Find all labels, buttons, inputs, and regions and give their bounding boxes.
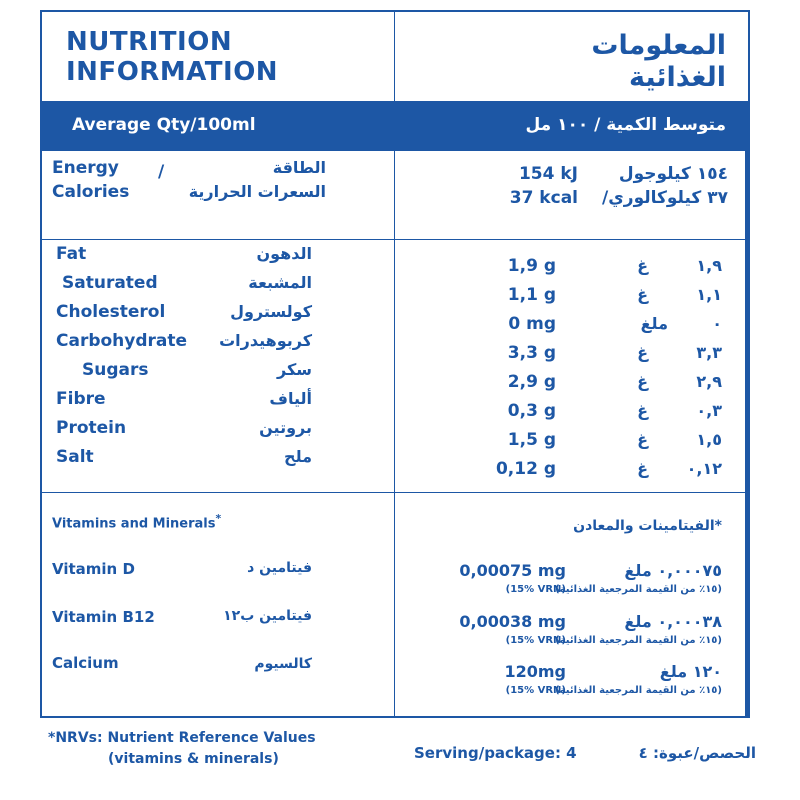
vitamin-vrn: (15% VRN) xyxy=(505,685,566,696)
nutrient-ar-value: ٠,٣ xyxy=(696,401,722,420)
nutrient-ar: ملح xyxy=(284,447,312,466)
energy-label-ar: الطاقة xyxy=(272,158,326,177)
nutrient-value: 2,9 g xyxy=(507,372,556,392)
nutrient-ar-unit: غ xyxy=(637,285,648,304)
energy-divider xyxy=(42,239,748,240)
nrv-footnote-line2: (vitamins & minerals) xyxy=(108,751,279,767)
nutrient-ar: بروتين xyxy=(259,418,312,437)
vitamins-heading-en xyxy=(52,512,221,531)
nutrient-ar: الدهون xyxy=(256,244,312,263)
nutrient-ar-value: ٠,١٢ xyxy=(686,459,722,478)
nutrient-ar-value: ٠ xyxy=(712,314,722,333)
nutrient-en: Fat xyxy=(56,244,87,264)
nutrient-value: 3,3 g xyxy=(507,343,556,363)
nutrient-ar-unit: ملغ xyxy=(640,314,668,333)
nutrient-ar-unit: غ xyxy=(637,256,648,275)
vitamins-heading-text: Vitamins and Minerals xyxy=(52,516,216,532)
nutrient-ar: كربوهيدرات xyxy=(219,331,312,350)
vitamin-value: 0,00038 mg xyxy=(459,612,566,631)
nutrient-ar-unit: غ xyxy=(637,372,648,391)
energy-kcal-ar: ٣٧ كيلوكالوري/ xyxy=(602,188,728,208)
vitamins-heading-star: * xyxy=(215,512,222,525)
nutrient-en: Carbohydrate xyxy=(56,331,188,351)
nutrient-value: 0,12 g xyxy=(495,459,556,479)
vitamins-heading-ar: *الفيتامينات والمعادن xyxy=(573,518,722,534)
nutrient-ar-value: ٢,٩ xyxy=(696,372,722,391)
serving-en: Serving/package: 4 xyxy=(414,744,577,762)
nutrient-ar: كولسترول xyxy=(230,302,312,321)
nutrient-ar: المشبعة xyxy=(248,273,312,292)
nutrient-en: Salt xyxy=(56,447,94,467)
vitamin-ar: كالسيوم xyxy=(254,656,312,672)
vitamin-ar-vrn: (١٥٪ من القيمة المرجعية الغذائية) xyxy=(555,635,722,646)
average-quantity-bar xyxy=(42,101,748,151)
vitamin-value: 0,00075 mg xyxy=(459,561,566,580)
energy-label-en: Energy xyxy=(52,158,119,178)
title-ar-line2: الغذائية xyxy=(628,62,726,93)
nutrient-divider xyxy=(42,492,748,493)
nutrient-ar-value: ١,١ xyxy=(696,285,722,304)
nutrient-ar: ألياف xyxy=(269,389,312,408)
nutrient-en: Saturated xyxy=(62,273,158,293)
vitamin-vrn: (15% VRN) xyxy=(505,635,566,646)
vitamin-en: Calcium xyxy=(52,654,119,672)
energy-kj-value: 154 kJ xyxy=(518,164,578,184)
title-en-line2: INFORMATION xyxy=(66,57,279,87)
avg-qty-ar: متوسط الكمية / ١٠٠ مل xyxy=(525,115,726,135)
serving-ar: الحصص/عبوة: ٤ xyxy=(638,744,756,762)
vitamin-ar-value: ٠,٠٠٠٣٨ ملغ xyxy=(624,612,722,631)
nutrient-ar: سكر xyxy=(277,360,312,379)
title-ar-line1: المعلومات xyxy=(591,30,726,61)
nutrient-en: Fibre xyxy=(56,389,106,409)
nutrient-value: 1,5 g xyxy=(507,430,556,450)
vitamin-en: Vitamin D xyxy=(52,560,135,578)
nutrient-ar-value: ٣,٣ xyxy=(696,343,722,362)
right-edge-stripe xyxy=(745,151,748,718)
vitamin-en: Vitamin B12 xyxy=(52,608,155,626)
nutrient-en: Protein xyxy=(56,418,127,438)
nutrition-label xyxy=(40,10,750,718)
vitamin-vrn: (15% VRN) xyxy=(505,584,566,595)
nutrient-en: Sugars xyxy=(82,360,149,380)
nutrient-value: 0,3 g xyxy=(507,401,556,421)
energy-slash: / xyxy=(158,162,165,182)
energy-kj-ar: ١٥٤ كيلوجول xyxy=(618,164,728,184)
vitamin-value: 120mg xyxy=(504,662,566,681)
avg-qty-en: Average Qty/100ml xyxy=(72,115,256,135)
nrv-footnote-line1: *NRVs: Nutrient Reference Values xyxy=(48,730,316,746)
nutrient-value: 0 mg xyxy=(508,314,556,334)
calories-label-ar: السعرات الحرارية xyxy=(188,182,326,201)
vitamin-ar-vrn: (١٥٪ من القيمة المرجعية الغذائية) xyxy=(555,685,722,696)
vitamin-ar: فيتامين ب١٢ xyxy=(223,608,312,624)
nutrient-ar-value: ١,٩ xyxy=(696,256,722,275)
energy-kcal-value: 37 kcal xyxy=(509,188,578,208)
nutrient-value: 1,9 g xyxy=(507,256,556,276)
nutrient-en: Cholesterol xyxy=(56,302,166,322)
title-en-line1: NUTRITION xyxy=(66,27,233,57)
nutrient-ar-unit: غ xyxy=(637,401,648,420)
calories-label-en: Calories xyxy=(52,182,130,202)
vitamin-ar-vrn: (١٥٪ من القيمة المرجعية الغذائية) xyxy=(555,584,722,595)
nutrient-ar-unit: غ xyxy=(637,459,648,478)
nutrient-value: 1,1 g xyxy=(507,285,556,305)
vitamin-ar: فيتامين د xyxy=(247,560,312,576)
nutrient-ar-unit: غ xyxy=(637,343,648,362)
vitamin-ar-value: ١٢٠ ملغ xyxy=(659,662,722,681)
vitamin-ar-value: ٠,٠٠٠٧٥ ملغ xyxy=(624,561,722,580)
nutrient-ar-value: ١,٥ xyxy=(696,430,722,449)
nutrient-ar-unit: غ xyxy=(637,430,648,449)
